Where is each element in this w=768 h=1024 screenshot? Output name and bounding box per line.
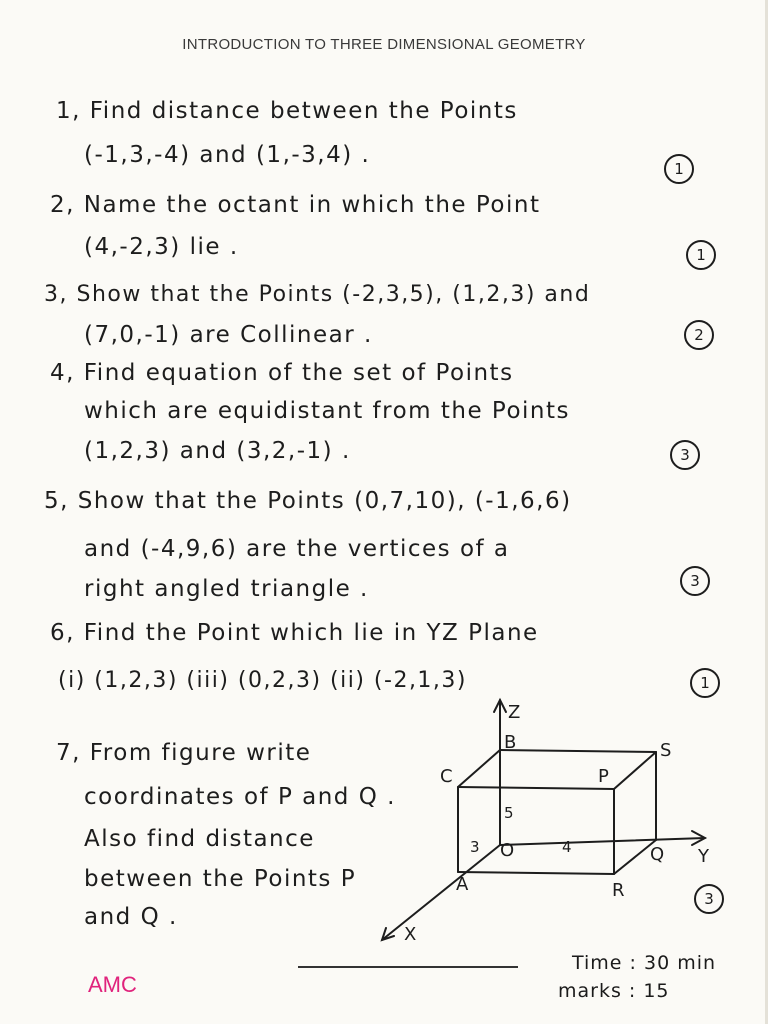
label-q: Q [650, 844, 665, 865]
label-len-oq: 4 [562, 838, 572, 856]
label-r: R [612, 880, 625, 901]
label-b: B [504, 732, 517, 753]
q7-line-4: between the Points P [84, 866, 357, 892]
q5-line-1: 5, Show that the Points (0,7,10), (-1,6,6) [44, 488, 572, 514]
q7-line-1: 7, From figure write [56, 740, 312, 766]
label-p: P [598, 766, 609, 787]
label-s: S [660, 740, 672, 761]
brand-logo: AMC [88, 972, 137, 997]
q1-marks-badge: 1 [664, 154, 694, 184]
q5-line-2: and (-4,9,6) are the vertices of a [84, 536, 510, 562]
label-len-ob: 5 [504, 804, 514, 822]
time-label: Time : 30 min [572, 952, 717, 974]
edge-b-s [500, 750, 656, 752]
label-x: X [404, 924, 417, 945]
q2-line-2: (4,-2,3) lie . [84, 234, 239, 260]
y-axis-line [500, 838, 705, 845]
q7-marks-badge: 3 [694, 884, 724, 914]
edge-p-s [614, 752, 656, 789]
q3-marks-badge: 2 [684, 320, 714, 350]
x-axis-line [382, 845, 500, 940]
q6-marks-badge: 1 [690, 668, 720, 698]
q7-line-2: coordinates of P and Q . [84, 784, 396, 810]
marks-label: marks : 15 [558, 980, 670, 1002]
q2-line-1: 2, Name the octant in which the Point [50, 192, 541, 218]
label-y: Y [698, 846, 709, 867]
q2-marks-badge: 1 [686, 240, 716, 270]
footer-rule [298, 966, 518, 968]
worksheet-title: INTRODUCTION TO THREE DIMENSIONAL GEOMETRY [182, 36, 586, 53]
q4-line-2: which are equidistant from the Points [84, 398, 571, 424]
edge-c-p [458, 787, 614, 789]
q5-marks-badge: 3 [680, 566, 710, 596]
label-o: O [500, 840, 515, 861]
q5-line-3: right angled triangle . [84, 576, 369, 602]
label-len-oa: 3 [470, 838, 480, 856]
label-c: C [440, 766, 453, 787]
q1-line-1: 1, Find distance between the Points [56, 98, 518, 124]
q3-line-2: (7,0,-1) are Collinear . [84, 322, 373, 348]
label-z: Z [508, 702, 521, 723]
q4-line-1: 4, Find equation of the set of Points [50, 360, 514, 386]
q6-line-2: (i) (1,2,3) (iii) (0,2,3) (ii) (-2,1,3) [58, 668, 468, 693]
q6-line-1: 6, Find the Point which lie in YZ Plane [50, 620, 539, 646]
q4-line-3: (1,2,3) and (3,2,-1) . [84, 438, 351, 464]
q4-marks-badge: 3 [670, 440, 700, 470]
label-a: A [456, 874, 469, 895]
q1-line-2: (-1,3,-4) and (1,-3,4) . [84, 142, 371, 168]
edge-a-r [458, 872, 614, 874]
edge-c-b [458, 750, 500, 787]
q7-line-5: and Q . [84, 904, 178, 930]
q7-line-3: Also find distance [84, 826, 315, 852]
q3-line-1: 3, Show that the Points (-2,3,5), (1,2,3) and [44, 282, 591, 307]
